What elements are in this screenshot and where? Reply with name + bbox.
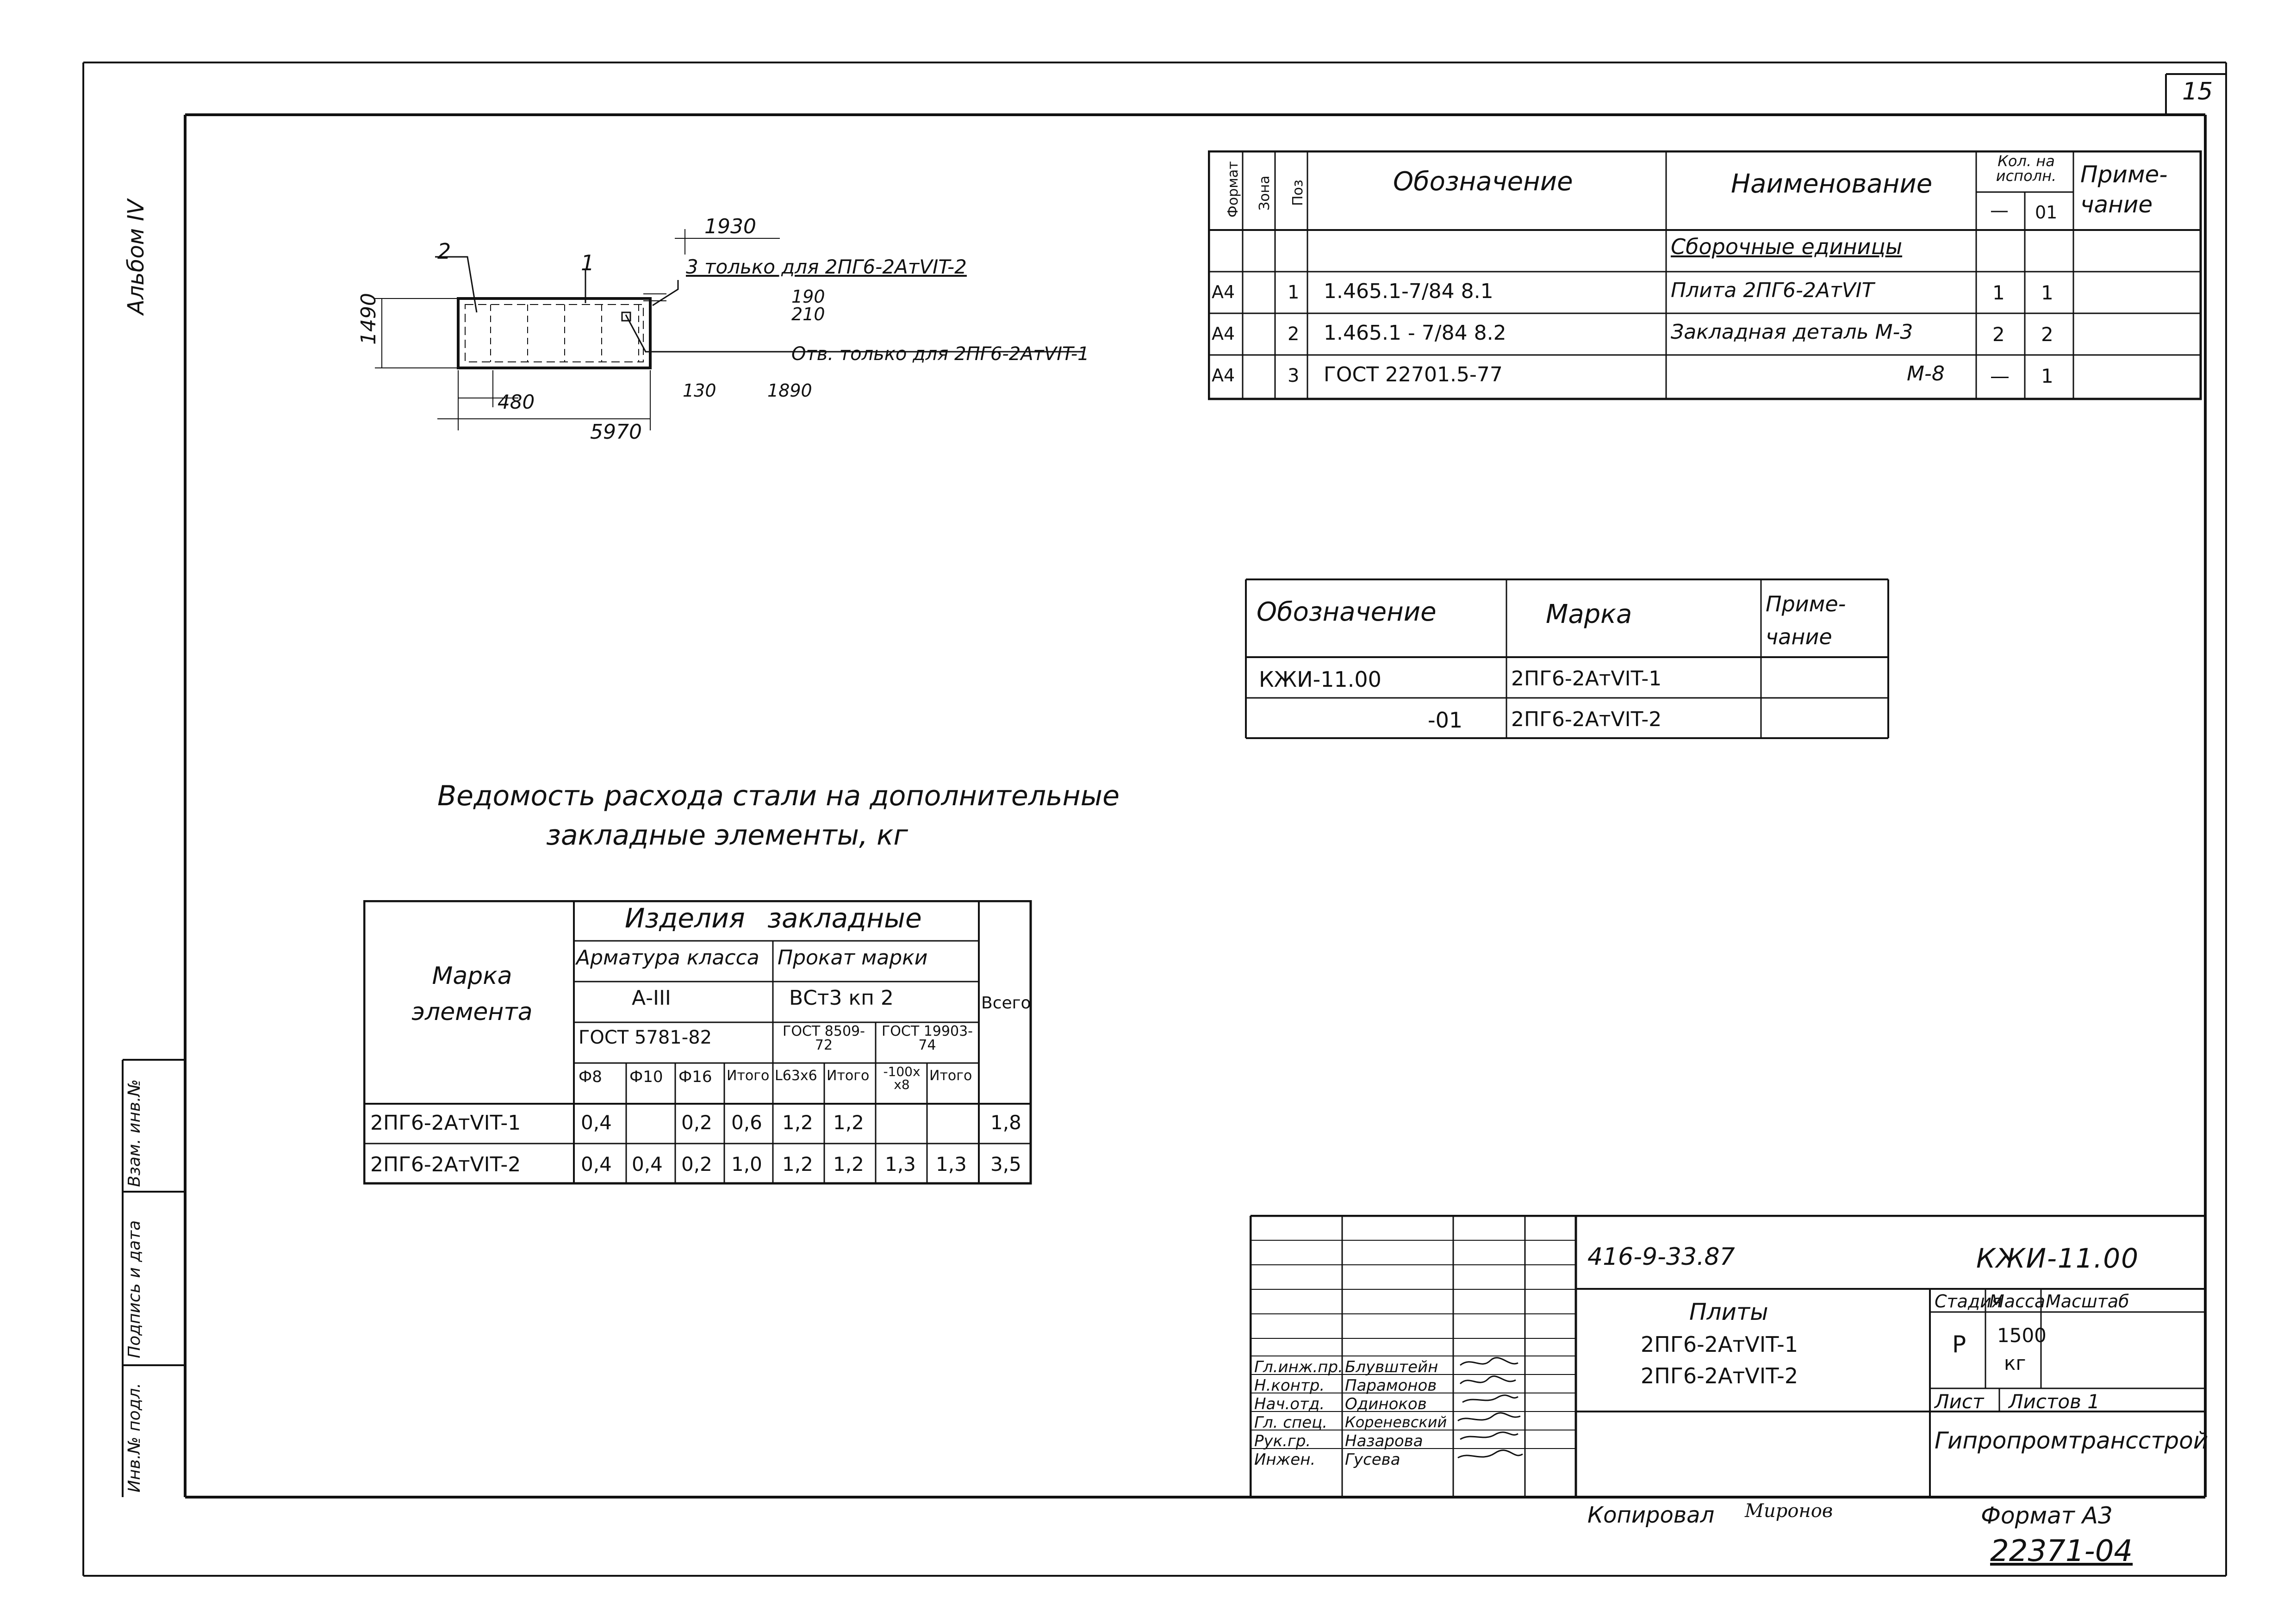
steel-cell: 0,6 xyxy=(731,1111,762,1134)
spec-row-pos: 1 xyxy=(1288,282,1300,303)
spec-row-q2: 1 xyxy=(2041,281,2053,304)
dim-480: 480 xyxy=(498,391,535,413)
tb-sheets-label: Листов 1 xyxy=(2009,1390,2100,1413)
callout-1: 1 xyxy=(581,250,595,275)
tb-stage-label: Стадия xyxy=(1935,1291,2002,1312)
tb-staff-role: Инжен. xyxy=(1254,1450,1316,1469)
steel-col-head: Ф16 xyxy=(678,1068,712,1086)
steel-cell: 0,4 xyxy=(581,1153,612,1175)
dim-1490: 1490 xyxy=(357,293,380,345)
spec-row-pos: 3 xyxy=(1288,365,1300,386)
tb-code: КЖИ-11.00 xyxy=(1976,1243,2140,1274)
steel-col-head: Итого xyxy=(929,1068,972,1084)
spec-row-designation: 1.465.1-7/84 8.1 xyxy=(1324,280,1493,303)
copied-signature: Миронов xyxy=(1745,1500,1833,1522)
archive-number: 22371-04 xyxy=(1990,1534,2133,1568)
steel-cell: 1,3 xyxy=(936,1153,967,1175)
tb-staff-role: Гл. спец. xyxy=(1254,1413,1328,1432)
spec-row-format: А4 xyxy=(1212,365,1235,386)
tb-staff-name: Одиноков xyxy=(1345,1395,1427,1413)
steel-row-total: 1,8 xyxy=(990,1111,1021,1134)
steel-cell: 1,3 xyxy=(885,1153,916,1175)
tb-staff-role: Нач.отд. xyxy=(1254,1395,1325,1413)
steel-head-gost-b: ГОСТ 19903-74 xyxy=(882,1023,973,1053)
spec-row-q1: 1 xyxy=(1992,281,2005,304)
steel-col-head: Ф8 xyxy=(579,1068,602,1086)
tb-project: 416-9-33.87 xyxy=(1587,1243,1735,1271)
side-stamp-inv-label: Инв.№ подл. xyxy=(125,1383,144,1492)
steel-col-head: Ф10 xyxy=(629,1068,663,1086)
dim-190: 190 xyxy=(791,286,825,307)
steel-cell: 1,2 xyxy=(782,1153,813,1175)
tb-staff-name: Парамонов xyxy=(1345,1376,1437,1395)
spec-row-designation: 1.465.1 - 7/84 8.2 xyxy=(1324,321,1506,345)
tb-mass-unit: кг xyxy=(2004,1352,2026,1374)
steel-row-total: 3,5 xyxy=(990,1153,1021,1175)
page-number: 15 xyxy=(2182,78,2213,106)
spec-head-zone: Зона xyxy=(1257,175,1273,211)
slab-outline xyxy=(458,298,650,368)
spec-row-name: Плита 2ПГ6-2АтVIT xyxy=(1671,279,1874,302)
dim-210: 210 xyxy=(791,304,825,324)
hole-note: Отв. только для 2ПГ6-2АтVIT-1 xyxy=(791,343,1089,365)
steel-cell: 1,2 xyxy=(833,1153,864,1175)
spec-row-designation: ГОСТ 22701.5-77 xyxy=(1324,363,1503,386)
tb-mass-label: Масса xyxy=(1989,1291,2046,1312)
steel-cell: 1,2 xyxy=(782,1111,813,1134)
dim-130: 130 xyxy=(683,380,716,401)
spec-row-name: М-8 xyxy=(1907,362,1945,386)
steel-col-head: Итого xyxy=(827,1068,870,1084)
steel-cell: 1,0 xyxy=(731,1153,762,1175)
tb-stage: Р xyxy=(1952,1331,1966,1358)
steel-col-head: Итого xyxy=(727,1068,770,1084)
steel-head-profile: Прокат марки xyxy=(778,946,928,970)
steel-row-mark: 2ПГ6-2АтVIT-2 xyxy=(370,1153,521,1176)
copied-label: Копировал xyxy=(1587,1502,1715,1528)
callout-3-note: 3 только для 2ПГ6-2АтVIT-2 xyxy=(686,255,967,278)
slab-inner-rib xyxy=(465,305,643,362)
tb-staff-name: Блувштейн xyxy=(1345,1358,1438,1376)
spec-head-format: Формат xyxy=(1225,161,1241,218)
side-stamp-sign-label: Подпись и дата xyxy=(125,1220,144,1358)
steel-head-mark: Марка элемента xyxy=(411,962,533,1026)
tb-title-1: Плиты xyxy=(1689,1299,1768,1325)
callout-2: 2 xyxy=(437,239,451,264)
steel-cell: 1,2 xyxy=(833,1111,864,1134)
tb-staff-name: Назарова xyxy=(1345,1432,1423,1450)
spec-head-note: Приме- чание xyxy=(2080,161,2168,218)
spec-head-qty-dash: — xyxy=(1990,200,2009,221)
slab-plan xyxy=(342,213,1106,458)
tb-organization: Гипропромтрансстрой xyxy=(1935,1427,2209,1454)
tb-staff-role: Рук.гр. xyxy=(1254,1432,1311,1450)
signature-scribbles xyxy=(1453,1351,1527,1490)
tb-sheet-label: Лист xyxy=(1935,1390,1984,1413)
tb-staff-role: Н.контр. xyxy=(1254,1376,1325,1395)
steel-head-profile-grade: ВСт3 кп 2 xyxy=(789,986,894,1010)
spec-section-title: Сборочные единицы xyxy=(1671,234,1903,259)
spec-row-q1: 2 xyxy=(1992,323,2005,346)
steel-col-head: -100x x8 xyxy=(883,1064,921,1092)
spec-head-qty-01: 01 xyxy=(2035,202,2058,223)
spec-head-name: Наименование xyxy=(1731,169,1933,199)
marks-row-1-mark: 2ПГ6-2АтVIT-1 xyxy=(1511,667,1662,690)
marks-head-mark: Марка xyxy=(1546,599,1632,629)
spec-row-q1: — xyxy=(1990,365,2010,387)
marks-head-designation: Обозначение xyxy=(1257,597,1437,627)
album-label: Альбом IV xyxy=(123,199,149,315)
steel-head-group: Изделия закладные xyxy=(625,902,922,934)
steel-title-line1: Ведомость расхода стали на дополнительные xyxy=(437,780,1120,812)
side-stamp-replace-label: Взам. инв.№ xyxy=(125,1079,144,1187)
tb-scale-label: Масштаб xyxy=(2046,1291,2129,1312)
steel-cell: 0,4 xyxy=(632,1153,663,1175)
dim-1930: 1930 xyxy=(704,215,756,238)
spec-head-pos: Поз xyxy=(1290,180,1306,206)
steel-head-rebar-gost: ГОСТ 5781-82 xyxy=(579,1027,712,1048)
tb-title-2: 2ПГ6-2АтVIT-1 xyxy=(1641,1332,1798,1357)
tb-title-3: 2ПГ6-2АтVIT-2 xyxy=(1641,1363,1798,1388)
tb-staff-name: Гусева xyxy=(1345,1450,1400,1469)
marks-row-2-designation: -01 xyxy=(1428,708,1463,733)
tb-mass: 1500 xyxy=(1997,1324,2047,1347)
spec-row-format: А4 xyxy=(1212,282,1235,302)
steel-cell: 0,2 xyxy=(681,1111,712,1134)
spec-row-pos: 2 xyxy=(1288,323,1300,345)
spec-row-name: Закладная деталь М-3 xyxy=(1671,320,1913,344)
marks-row-2-mark: 2ПГ6-2АтVIT-2 xyxy=(1511,708,1662,731)
marks-row-1-designation: КЖИ-11.00 xyxy=(1259,667,1381,692)
steel-row-mark: 2ПГ6-2АтVIT-1 xyxy=(370,1111,521,1135)
tb-staff-role: Гл.инж.пр. xyxy=(1254,1358,1343,1376)
tb-staff-name: Кореневский xyxy=(1345,1413,1447,1431)
spec-row-q2: 2 xyxy=(2041,323,2053,346)
steel-head-rebar-class: А-III xyxy=(632,986,671,1010)
format-label: Формат А3 xyxy=(1981,1502,2113,1529)
spec-row-q2: 1 xyxy=(2041,365,2053,387)
marks-head-note: Приме- чание xyxy=(1766,591,1846,650)
dim-1890: 1890 xyxy=(767,380,812,401)
steel-cell: 0,4 xyxy=(581,1111,612,1134)
steel-col-head: L63x6 xyxy=(775,1068,817,1084)
steel-head-gost-a: ГОСТ 8509-72 xyxy=(783,1023,865,1053)
steel-cell: 0,2 xyxy=(681,1153,712,1175)
spec-row-format: А4 xyxy=(1212,323,1235,344)
spec-head-designation: Обозначение xyxy=(1393,167,1573,197)
steel-head-rebar: Арматура класса xyxy=(576,946,759,970)
spec-head-qty: Кол. на исполн. xyxy=(1996,152,2057,185)
steel-title-line2: закладные элементы, кг xyxy=(546,819,908,852)
steel-head-total: Всего xyxy=(981,994,1031,1013)
dim-5970: 5970 xyxy=(590,420,642,444)
